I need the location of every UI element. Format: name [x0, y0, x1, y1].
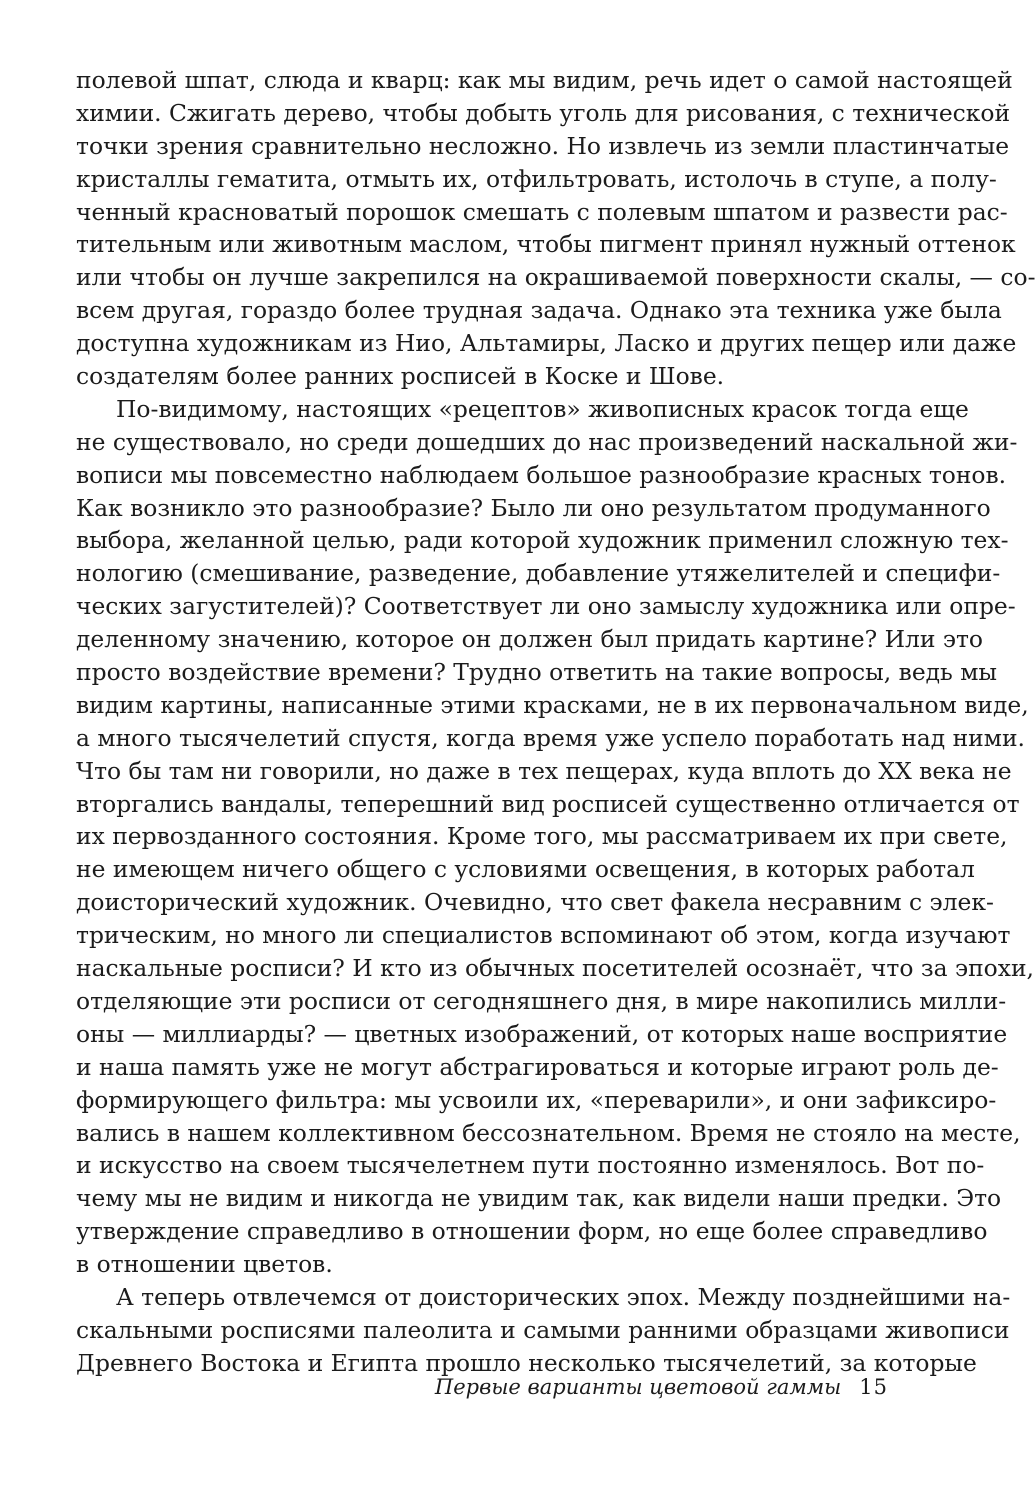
text-line: вописи мы повсеместно наблюдаем большое разнообразие красных тонов. — [76, 460, 1007, 489]
text-line: утверждение справедливо в отношении форм, но еще более справедливо — [76, 1217, 988, 1246]
text-line: доисторический художник. Очевидно, что свет факела несравним с элек- — [76, 888, 994, 917]
text-line: ченный красноватый порошок смешать с полевым шпатом и развести рас- — [76, 197, 1008, 226]
text-line: видим картины, написанные этими красками, не в их первоначальном виде, — [76, 690, 1029, 719]
text-line: нологию (смешивание, разведение, добавление утяжелителей и специфи- — [76, 559, 1001, 588]
text-line: трическим, но много ли специалистов вспоминают об этом, когда изучают — [76, 921, 1011, 950]
text-line: тительным или животным маслом, чтобы пигмент принял нужный оттенок — [76, 230, 1016, 259]
text-line: всем другая, гораздо более трудная задача. Однако эта техника уже была — [76, 296, 1002, 325]
text-line: создателям более ранних росписей в Коске и Шове. — [76, 362, 725, 391]
text-line: а много тысячелетий спустя, когда время уже успело поработать над ними. — [76, 723, 1025, 752]
text-line: ческих загустителей)? Соответствует ли оно замыслу художника или опре- — [76, 592, 1016, 621]
text-line: в отношении цветов. — [76, 1250, 333, 1279]
text-line: Древнего Востока и Египта прошло несколько тысячелетий, за которые — [76, 1348, 977, 1377]
text-line: выбора, желанной целью, ради которой художник применил сложную тех- — [76, 526, 1009, 555]
running-head: Первые варианты цветовой гаммы — [434, 1375, 842, 1399]
text-line: Как возникло это разнообразие? Было ли оно результатом продуманного — [76, 493, 991, 522]
page-number: 15 — [859, 1375, 888, 1399]
text-line: и наша память уже не могут абстрагироваться и которые играют роль де- — [76, 1052, 999, 1081]
text-line: не имеющем ничего общего с условиями освещения, в которых работал — [76, 855, 975, 884]
text-line: отделяющие эти росписи от сегодняшнего дня, в мире накопились милли- — [76, 986, 1007, 1015]
text-line: точки зрения сравнительно несложно. Но извлечь из земли пластинчатые — [76, 131, 1010, 160]
text-line: деленному значению, которое он должен был придать картине? Или это — [76, 625, 983, 654]
text-line: доступна художникам из Нио, Альтамиры, Ласко и других пещер или даже — [76, 329, 1017, 358]
text-line: наскальные росписи? И кто из обычных посетителей осознаёт, что за эпохи, — [76, 954, 1034, 983]
text-line: или чтобы он лучше закрепился на окрашиваемой поверхности скалы, — со- — [76, 263, 1035, 292]
text-line: их первозданного состояния. Кроме того, мы рассматриваем их при свете, — [76, 822, 1008, 851]
text-line: полевой шпат, слюда и кварц: как мы видим, речь идет о самой настоящей — [76, 66, 1013, 94]
text-line: и искусство на своем тысячелетнем пути постоянно изменялось. Вот по- — [76, 1151, 985, 1180]
text-line: Что бы там ни говорили, но даже в тех пещерах, куда вплоть до XX века не — [76, 756, 1012, 785]
page-footer — [435, 1372, 888, 1402]
text-line: скальными росписями палеолита и самыми ранними образцами живописи — [76, 1315, 1010, 1344]
paragraph — [76, 64, 1035, 393]
text-line: не существовало, но среди дошедших до нас произведений наскальной жи- — [76, 427, 1018, 456]
text-line: просто воздействие времени? Трудно ответить на такие вопросы, ведь мы — [76, 658, 998, 687]
text-line: А теперь отвлечемся от доисторических эпох. Между позднейшими на- — [116, 1282, 1011, 1311]
paragraph — [76, 1281, 1011, 1380]
text-line: оны — миллиарды? — цветных изображений, от которых наше восприятие — [76, 1019, 1008, 1048]
text-line: вторгались вандалы, теперешний вид росписей существенно отличается от — [76, 789, 1020, 818]
text-line: кристаллы гематита, отмыть их, отфильтровать, истолочь в ступе, а полу- — [76, 164, 997, 193]
text-line: чему мы не видим и никогда не увидим так, как видели наши предки. Это — [76, 1184, 1002, 1213]
body-text — [76, 64, 1035, 1380]
text-line: вались в нашем коллективном бессознательном. Время не стояло на месте, — [76, 1118, 1021, 1147]
text-line: формирующего фильтра: мы усвоили их, «переварили», и они зафиксиро- — [76, 1085, 997, 1114]
paragraph — [76, 393, 1034, 1281]
text-line: химии. Сжигать дерево, чтобы добыть уголь для рисования, с технической — [76, 98, 1011, 127]
text-line: По-видимому, настоящих «рецептов» живописных красок тогда еще — [116, 394, 969, 423]
